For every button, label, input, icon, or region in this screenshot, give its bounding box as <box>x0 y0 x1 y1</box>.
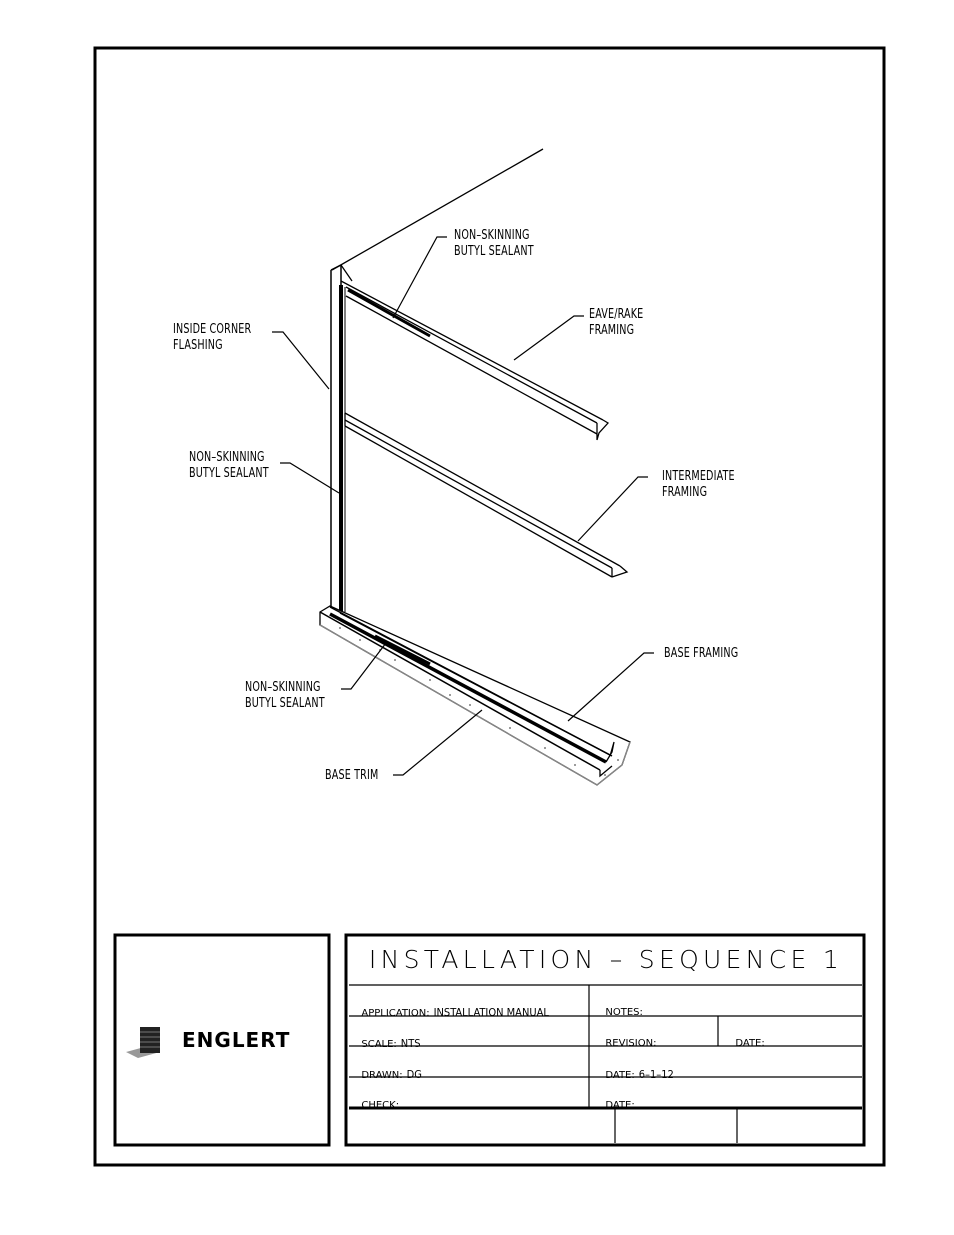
revision-cell <box>599 1026 656 1050</box>
check-date-label: DATE: <box>605 1100 635 1111</box>
scale-label: SCALE: <box>361 1039 397 1050</box>
check-date-cell <box>599 1088 635 1112</box>
drawn-label: DRAWN: <box>361 1070 403 1081</box>
drawn-date-value: 6–1–12 <box>638 1068 674 1081</box>
revision-label: REVISION: <box>605 1038 657 1049</box>
roof-edge <box>332 149 543 281</box>
check-label: CHECK: <box>361 1100 400 1111</box>
notes-cell <box>599 995 643 1019</box>
revision-date-cell <box>729 1026 765 1050</box>
drawn-date-label: DATE: <box>605 1070 635 1081</box>
label-inside-corner-flashing: INSIDE CORNER FLASHING <box>173 322 252 353</box>
label-base-framing: BASE FRAMING <box>664 646 739 661</box>
drawn-value: DG <box>406 1068 422 1081</box>
label-sealant-bottom: NON–SKINNING BUTYL SEALANT <box>245 680 325 711</box>
logo-wordmark: ENGLERT <box>182 1028 291 1052</box>
label-intermediate-framing: INTERMEDIATE FRAMING <box>662 469 735 500</box>
eave-rake-framing <box>341 281 608 440</box>
application-value: INSTALLATION MANUAL <box>433 1006 549 1019</box>
revision-date-label: DATE: <box>735 1038 765 1049</box>
drawn-date-cell <box>599 1057 674 1082</box>
englert-logo <box>126 1024 316 1058</box>
drawing-title: INSTALLATION – SEQUENCE 1 <box>368 945 844 974</box>
label-base-trim: BASE TRIM <box>325 768 379 783</box>
inside-corner-flashing <box>331 265 345 615</box>
check-cell <box>355 1088 399 1112</box>
label-sealant-mid: NON–SKINNING BUTYL SEALANT <box>189 450 269 481</box>
application-cell <box>355 995 549 1020</box>
intermediate-framing <box>345 413 627 577</box>
label-eave-rake-framing: EAVE/RAKE FRAMING <box>589 307 644 338</box>
notes-label: NOTES: <box>605 1007 643 1018</box>
englert-logo-mark <box>126 1024 176 1058</box>
base-assembly <box>320 606 630 785</box>
drawn-cell <box>355 1057 422 1082</box>
label-sealant-top: NON–SKINNING BUTYL SEALANT <box>454 228 534 259</box>
scale-value: NTS <box>400 1037 421 1050</box>
application-label: APPLICATION: <box>361 1008 430 1019</box>
scale-cell <box>355 1026 421 1051</box>
